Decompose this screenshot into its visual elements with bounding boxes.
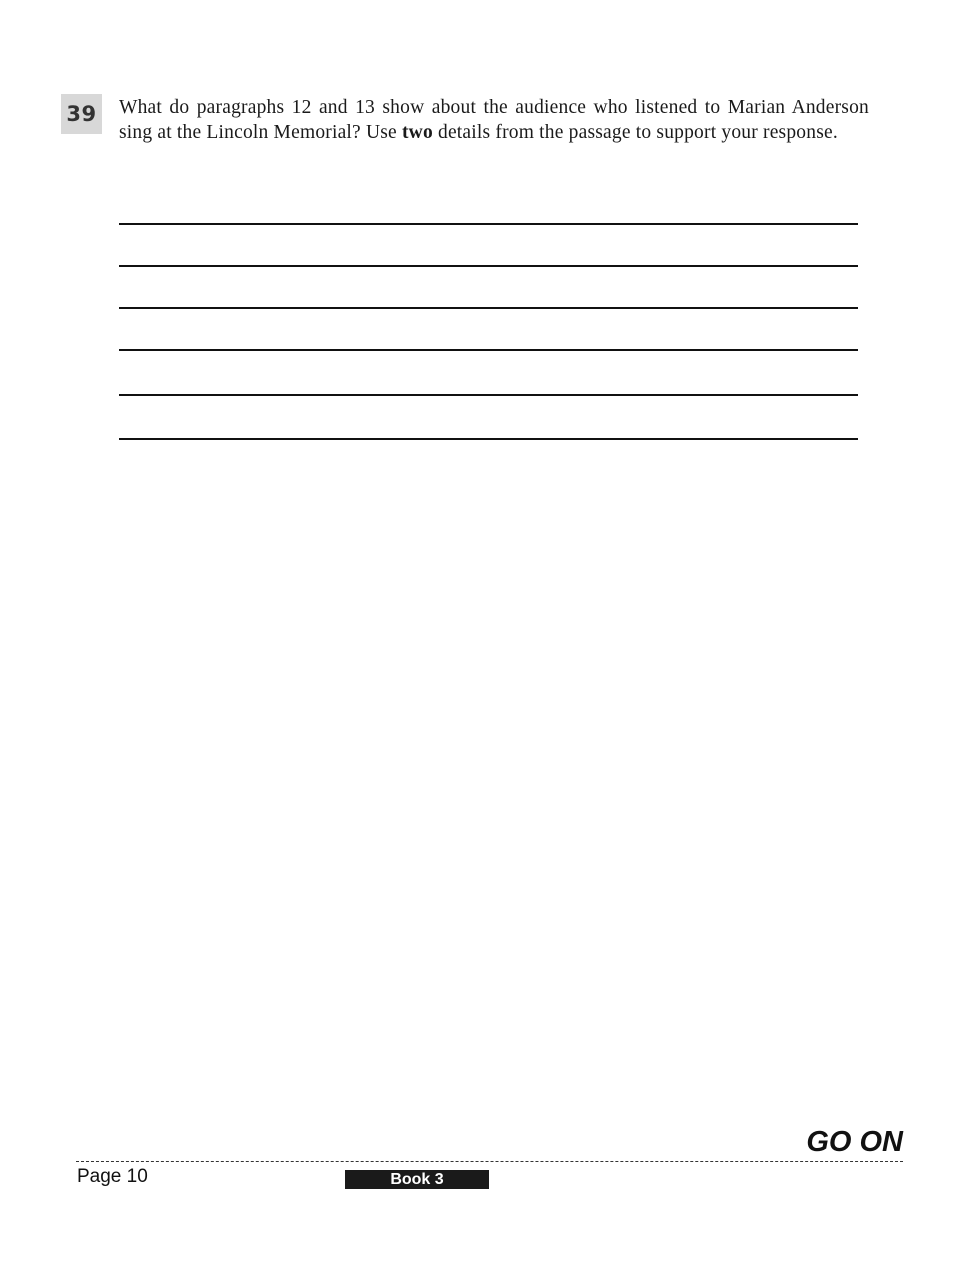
answer-line[interactable] [119,223,858,225]
question-text-start: What do paragraphs 12 and 13 show about the audience who listened to Marian Anderson sing at the Lincoln Memorial? Use [119,97,869,143]
page-number: Page 10 [77,1166,148,1187]
question-emphasis: two [401,122,433,143]
answer-line[interactable] [119,438,858,440]
answer-line[interactable] [119,265,858,267]
book-label: Book 3 [345,1170,489,1189]
answer-line[interactable] [119,307,858,309]
question-number: 39 [61,94,102,134]
question-prompt [119,95,869,145]
go-on-label: GO ON [806,1126,903,1158]
footer-divider [76,1161,903,1162]
answer-line[interactable] [119,394,858,396]
question-text-end: details from the passage to support your response. [432,122,838,143]
answer-line[interactable] [119,349,858,351]
